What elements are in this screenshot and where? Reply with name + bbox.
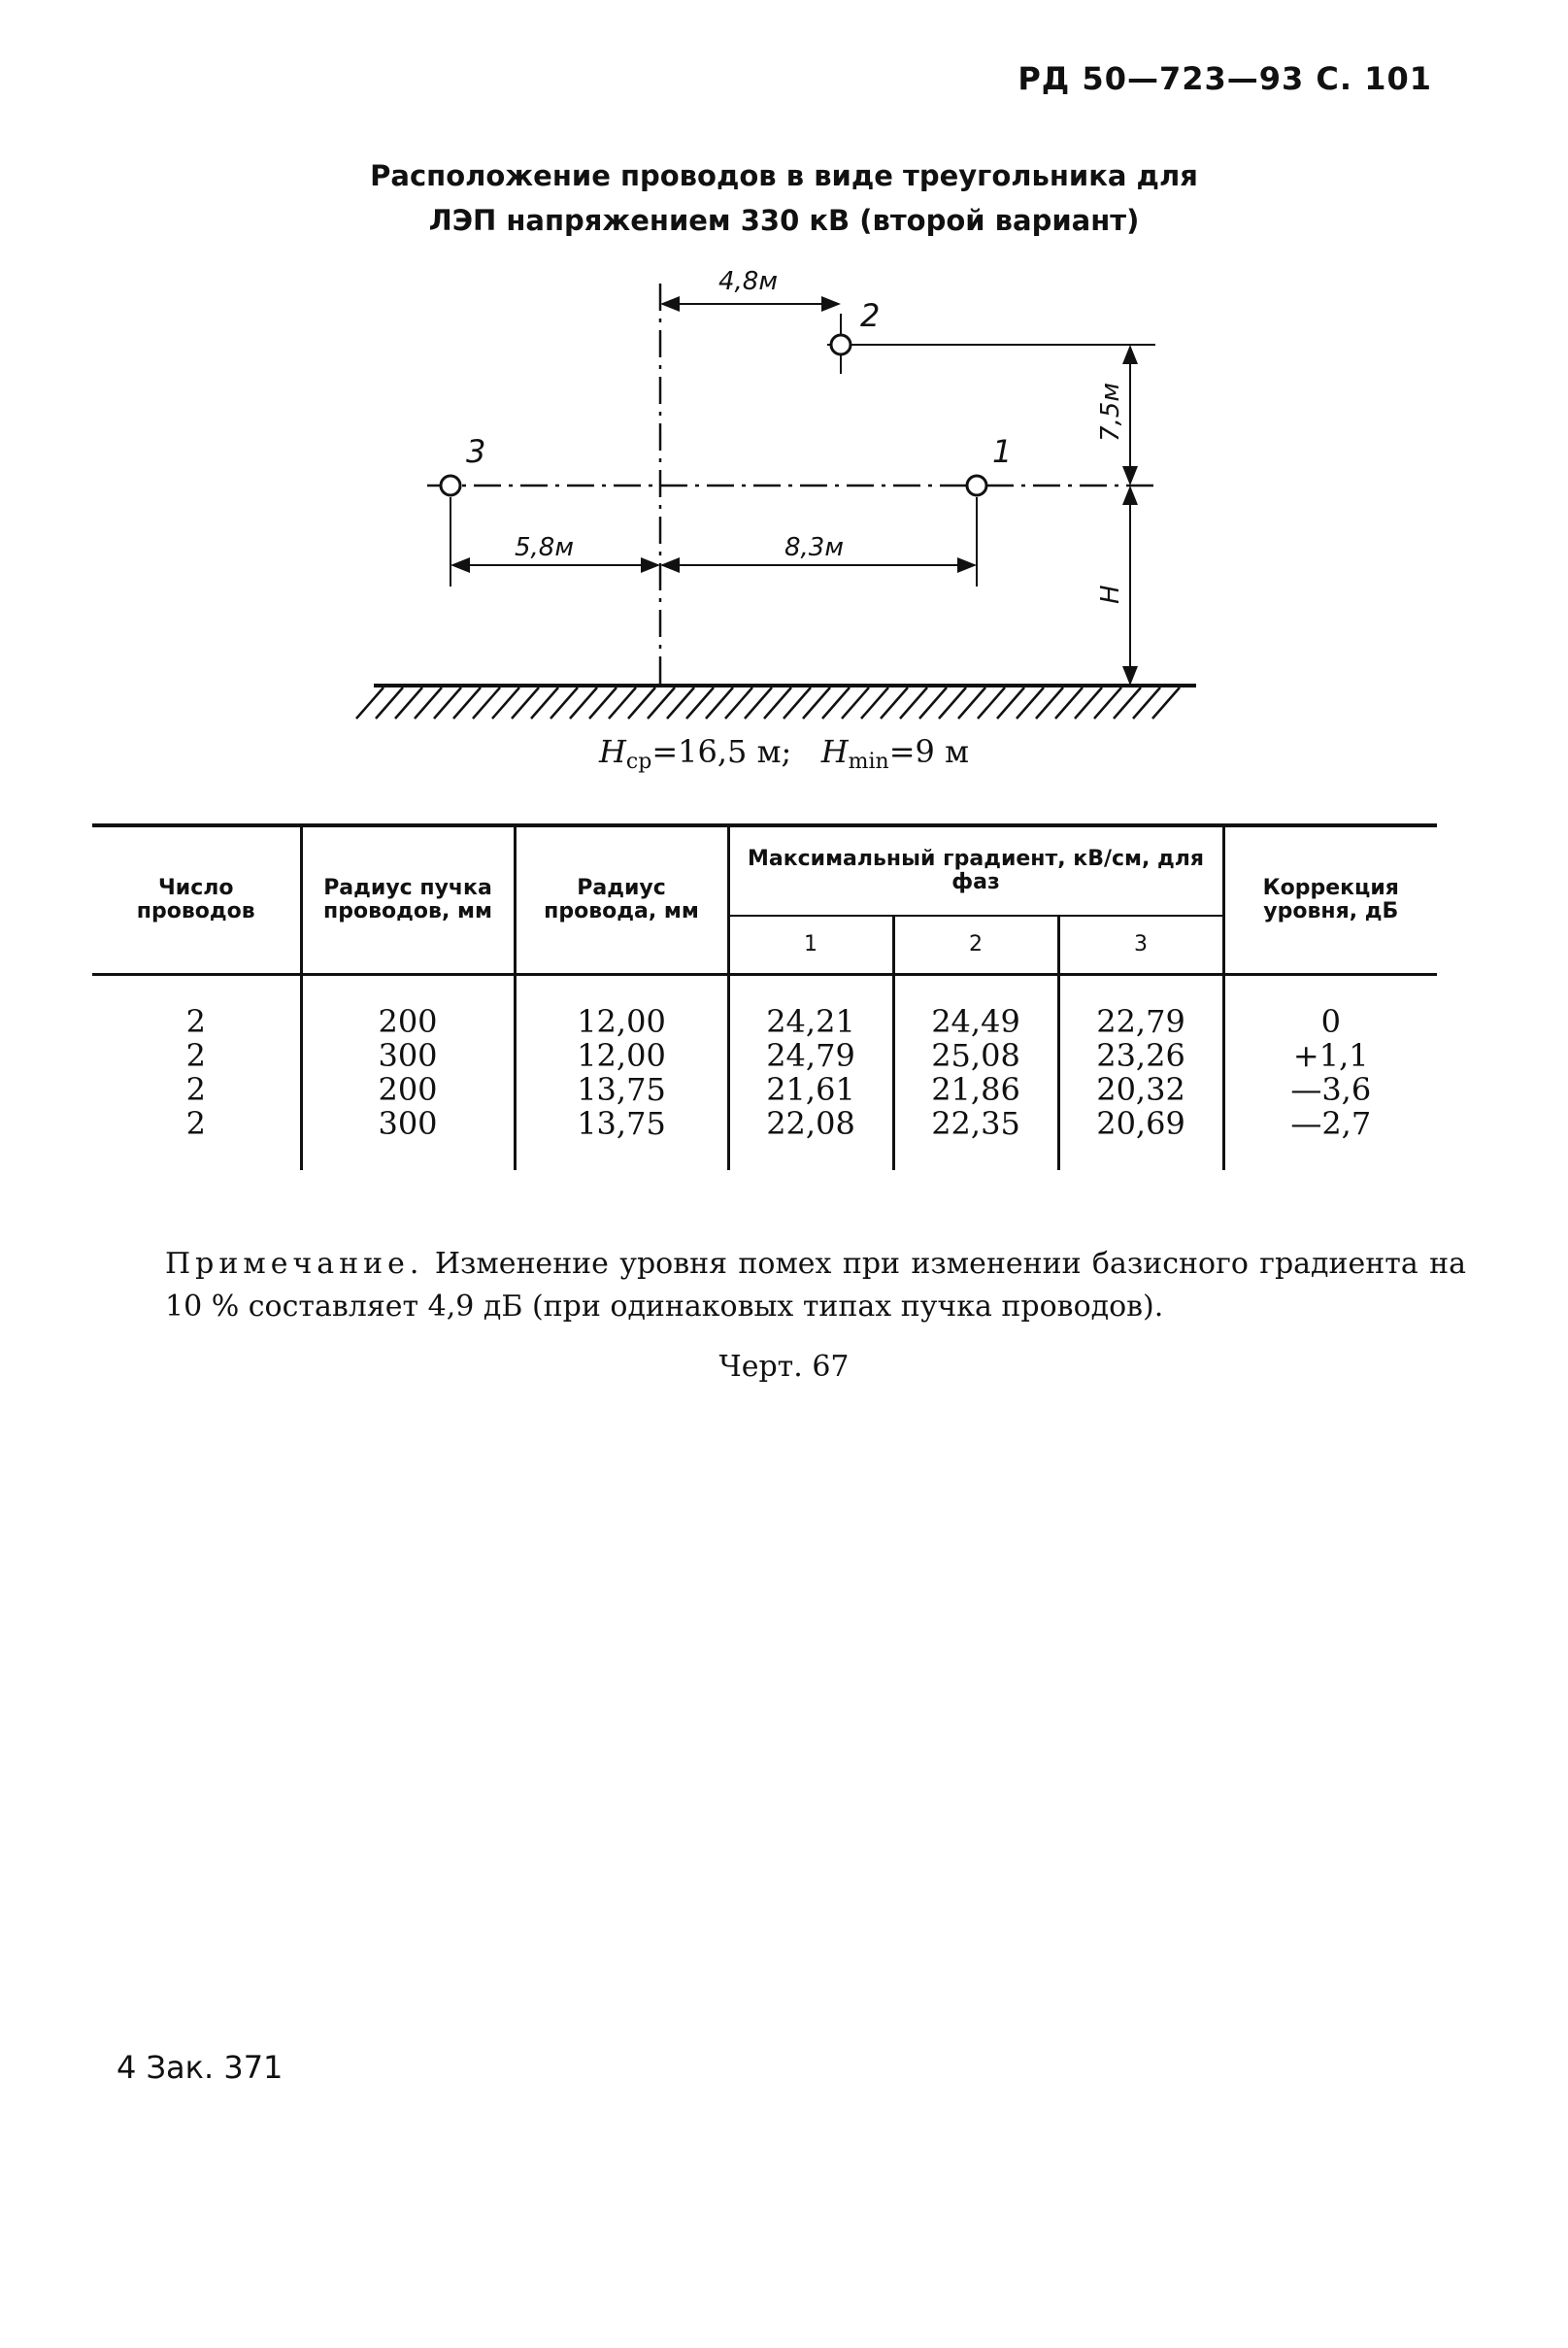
diagram-svg xyxy=(0,0,1568,796)
cell-wire-radius: 13,75 xyxy=(515,1107,728,1170)
wire-2-marker xyxy=(831,335,851,354)
height-values xyxy=(0,733,1568,774)
col-header-phase-2: 2 xyxy=(893,916,1058,975)
figure-title-line-1: Расположение проводов в виде треугольника для xyxy=(370,159,1198,192)
note-text: Изменение уровня помех при изменении базисного градиента на 10 % составляет 4,9 дБ (при одинаковых типах пучка проводов). xyxy=(165,1247,1466,1324)
cell-bundle-radius: 200 xyxy=(301,1073,515,1107)
wire-2-label: 2 xyxy=(860,297,881,334)
cell-gradient-phase-3: 22,79 xyxy=(1058,975,1223,1040)
cell-wires-count: 2 xyxy=(92,1073,301,1107)
gradient-table-wrapper xyxy=(92,823,1437,1170)
wire-1-label: 1 xyxy=(992,433,1013,470)
page-footer: 4 Зак. 371 xyxy=(117,2049,284,2086)
h-min-value: =9 м xyxy=(888,733,969,770)
col-header-phase-1: 1 xyxy=(728,916,893,975)
h-min-symbol: H xyxy=(820,733,849,770)
figure-title-line-2: ЛЭП напряжением 330 кВ (второй вариант) xyxy=(428,204,1140,237)
cell-correction: —2,7 xyxy=(1290,1105,1372,1142)
h-min-subscript: min xyxy=(848,750,889,774)
ground-hatching xyxy=(356,688,1180,719)
col-header-wires-count: Число проводов xyxy=(92,825,301,975)
dim-8-3-label: 8,3м xyxy=(784,533,844,562)
cell-bundle-radius: 300 xyxy=(301,1039,515,1073)
cell-wires-count: 2 xyxy=(92,1107,301,1170)
cell-bundle-radius: 300 xyxy=(301,1107,515,1170)
cell-correction: —3,6 xyxy=(1290,1071,1372,1108)
h-cp-value: =16,5 м; xyxy=(651,733,792,770)
figure-caption: Черт. 67 xyxy=(718,1350,850,1384)
dim-7-5-label: 7,5м xyxy=(1096,383,1125,442)
gradient-table xyxy=(92,823,1437,1170)
wire-1-marker xyxy=(967,476,986,495)
cell-gradient-phase-2: 25,08 xyxy=(893,1039,1058,1073)
col-header-bundle-radius: Радиус пучка проводов, мм xyxy=(301,825,515,975)
cell-gradient-phase-3: 20,69 xyxy=(1058,1107,1223,1170)
wire-3-marker xyxy=(441,476,460,495)
wire-arrangement-diagram xyxy=(0,0,1568,796)
cell-wire-radius: 13,75 xyxy=(515,1073,728,1107)
cell-gradient-phase-1: 24,21 xyxy=(728,975,893,1040)
dim-4-8-label: 4,8м xyxy=(718,267,778,296)
note-lead: Примечание. xyxy=(165,1247,424,1281)
cell-wire-radius: 12,00 xyxy=(515,975,728,1040)
table-note xyxy=(165,1243,1466,1328)
cell-wires-count: 2 xyxy=(92,975,301,1040)
h-cp-subscript: ср xyxy=(625,750,652,774)
dim-h-label: H xyxy=(1096,585,1125,604)
cell-gradient-phase-1: 24,79 xyxy=(728,1039,893,1073)
wire-3-label: 3 xyxy=(466,433,486,470)
cell-gradient-phase-2: 21,86 xyxy=(893,1073,1058,1107)
table-row xyxy=(92,1039,1437,1073)
cell-gradient-phase-1: 22,08 xyxy=(728,1107,893,1170)
dim-5-8-label: 5,8м xyxy=(515,533,574,562)
page-reference: РД 50—723—93 С. 101 xyxy=(1018,60,1432,97)
table-row xyxy=(92,975,1437,1040)
cell-gradient-phase-2: 24,49 xyxy=(893,975,1058,1040)
cell-correction: +1,1 xyxy=(1292,1037,1369,1074)
table-row xyxy=(92,1107,1437,1170)
col-header-phase-3: 3 xyxy=(1058,916,1223,975)
cell-gradient-phase-2: 22,35 xyxy=(893,1107,1058,1170)
cell-gradient-phase-3: 20,32 xyxy=(1058,1073,1223,1107)
cell-wires-count: 2 xyxy=(92,1039,301,1073)
h-cp-symbol: H xyxy=(599,733,626,770)
table-row xyxy=(92,1073,1437,1107)
cell-gradient-phase-3: 23,26 xyxy=(1058,1039,1223,1073)
col-header-correction: Коррекция уровня, дБ xyxy=(1223,825,1437,975)
cell-wire-radius: 12,00 xyxy=(515,1039,728,1073)
col-header-max-gradient: Максимальный градиент, кВ/см, для фаз xyxy=(728,825,1223,916)
cell-gradient-phase-1: 21,61 xyxy=(728,1073,893,1107)
cell-bundle-radius: 200 xyxy=(301,975,515,1040)
col-header-wire-radius: Радиус провода, мм xyxy=(515,825,728,975)
cell-correction: 0 xyxy=(1320,1003,1341,1040)
